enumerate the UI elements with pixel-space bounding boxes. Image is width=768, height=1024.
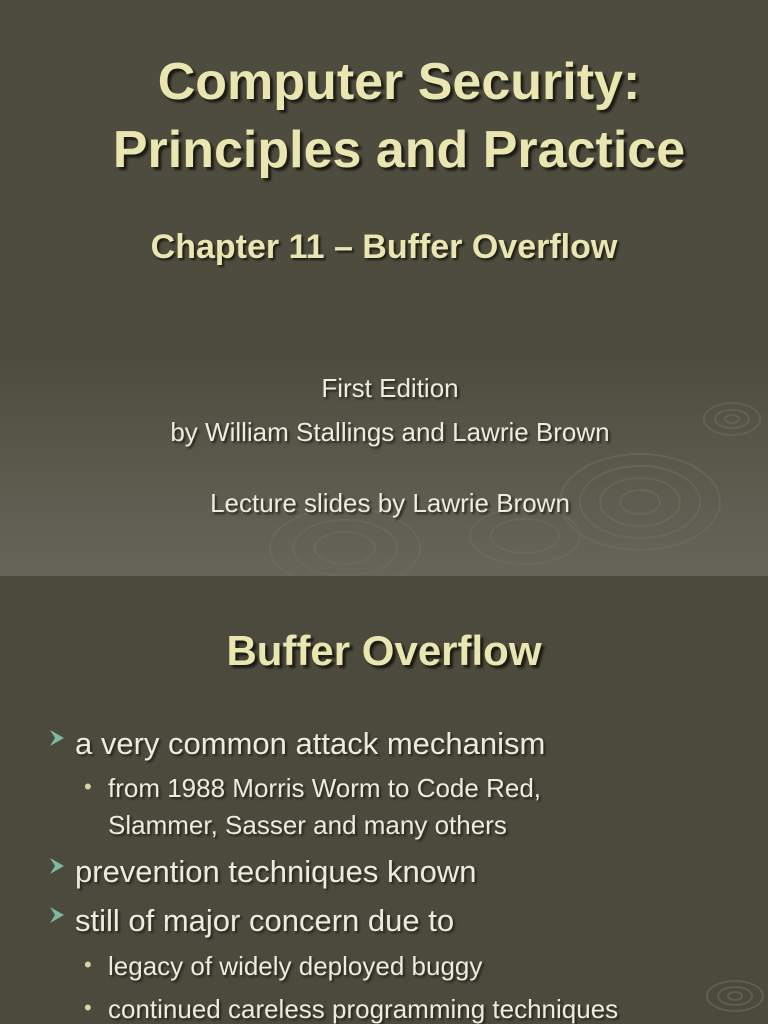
bullet-item: still of major concern due to <box>75 903 455 938</box>
authors-text: by William Stallings and Lawrie Brown <box>170 417 610 447</box>
bullet-item: prevention techniques known <box>75 854 477 889</box>
arrow-bullet-icon <box>48 856 66 876</box>
chapter-subtitle: Chapter 11 – Buffer Overflow <box>150 228 618 266</box>
title-line-1: Computer Security: <box>157 53 641 111</box>
presentation-title <box>0 48 768 184</box>
bullet-list <box>0 576 768 1024</box>
dot-bullet-icon: • <box>84 774 92 799</box>
sub-bullet-item: from 1988 Morris Worm to Code Red, <box>108 773 541 803</box>
title-line-2: Principles and Practice <box>112 121 686 179</box>
content-slide <box>0 576 768 1024</box>
slide-title: Buffer Overflow <box>226 627 542 674</box>
sub-bullet-item: continued careless programming techniques <box>108 994 619 1024</box>
edition-text: First Edition <box>321 373 459 403</box>
sub-bullet-continuation: Slammer, Sasser and many others <box>108 810 507 840</box>
sub-bullet-item: legacy of widely deployed buggy <box>108 951 483 981</box>
dot-bullet-icon: • <box>84 952 92 977</box>
dot-bullet-icon: • <box>84 995 92 1020</box>
bullet-item: a very common attack mechanism <box>75 726 546 761</box>
arrow-bullet-icon <box>48 728 66 748</box>
arrow-bullet-icon <box>48 905 66 925</box>
lecture-credit-text: Lecture slides by Lawrie Brown <box>210 488 570 518</box>
